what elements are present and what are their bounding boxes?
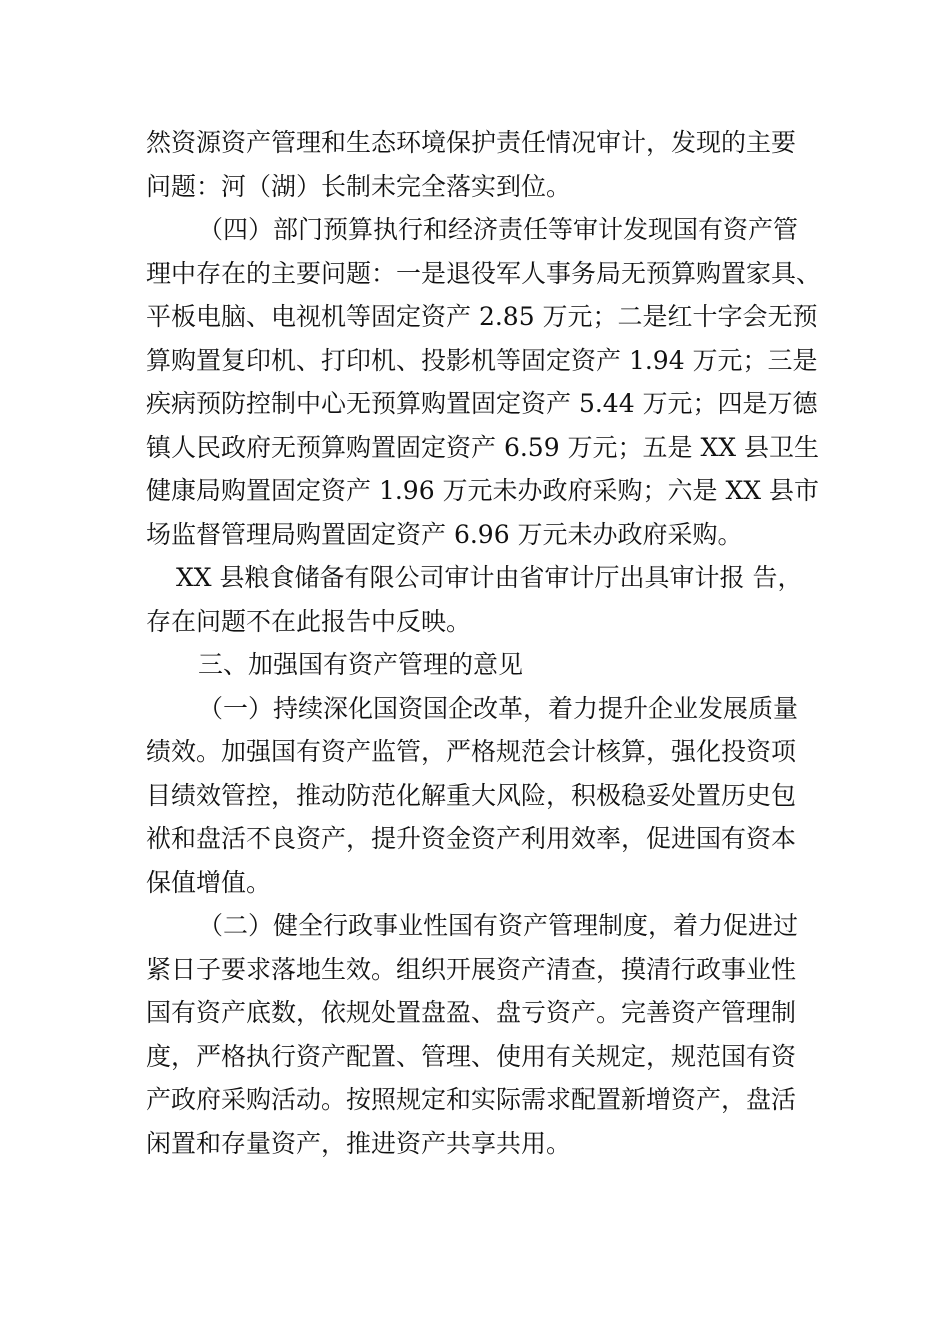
- text-line: 目绩效管控，推动防范化解重大风险，积极稳妥处置历史包: [146, 780, 797, 810]
- text-line: 紧日子要求落地生效。组织开展资产清查，摸清行政事业性: [146, 954, 797, 984]
- opinion-two-paragraph-start: （二）健全行政事业性国有资产管理制度，着力促进过: [198, 911, 799, 940]
- text-line: 袱和盘活不良资产，提升资金资产利用效率，促进国有资本: [146, 824, 797, 853]
- text-line: 理中存在的主要问题：一是退役军人事务局无预算购置家具、: [146, 258, 822, 288]
- text-line: 产政府采购活动。按照规定和实际需求配置新增资产，盘活: [146, 1085, 797, 1114]
- text-line: 场监督管理局购置固定资产 6.96 万元未办政府采购。: [146, 519, 743, 549]
- text-line: 疾病预防控制中心无预算购置固定资产 5.44 万元；四是万德: [146, 389, 818, 418]
- section-three-heading: 三、加强国有资产管理的意见: [198, 650, 524, 679]
- text-line: 问题：河（湖）长制未完全落实到位。: [146, 171, 572, 201]
- text-line: 绩效。加强国有资产监管，严格规范会计核算，强化投资项: [146, 737, 797, 766]
- text-line: 闲置和存量资产，推进资产共享共用。: [146, 1128, 572, 1158]
- text-line: 存在问题不在此报告中反映。: [146, 606, 472, 636]
- text-line: 度，严格执行资产配置、管理、使用有关规定，规范国有资: [146, 1041, 797, 1071]
- text-line: 国有资产底数，依规处置盘盈、盘亏资产。完善资产管理制: [146, 998, 797, 1027]
- grain-company-paragraph-start: XX 县粮食储备有限公司审计由省审计厅出具审计报 告，: [176, 563, 803, 592]
- document-body: [146, 121, 822, 1165]
- text-line: 算购置复印机、打印机、投影机等固定资产 1.94 万元；三是: [146, 345, 818, 375]
- opinion-one-paragraph-start: （一）持续深化国资国企改革，着力提升企业发展质量: [198, 693, 799, 723]
- text-line: 然资源资产管理和生态环境保护责任情况审计，发现的主要: [146, 128, 797, 157]
- text-line: 平板电脑、电视机等固定资产 2.85 万元；二是红十字会无预: [146, 302, 818, 331]
- section-four-paragraph-start: （四）部门预算执行和经济责任等审计发现国有资产管: [198, 215, 799, 244]
- text-line: 健康局购置固定资产 1.96 万元未办政府采购；六是 XX 县市: [146, 476, 820, 505]
- text-line: 保值增值。: [146, 867, 272, 897]
- text-line: 镇人民政府无预算购置固定资产 6.59 万元；五是 XX 县卫生: [146, 432, 820, 462]
